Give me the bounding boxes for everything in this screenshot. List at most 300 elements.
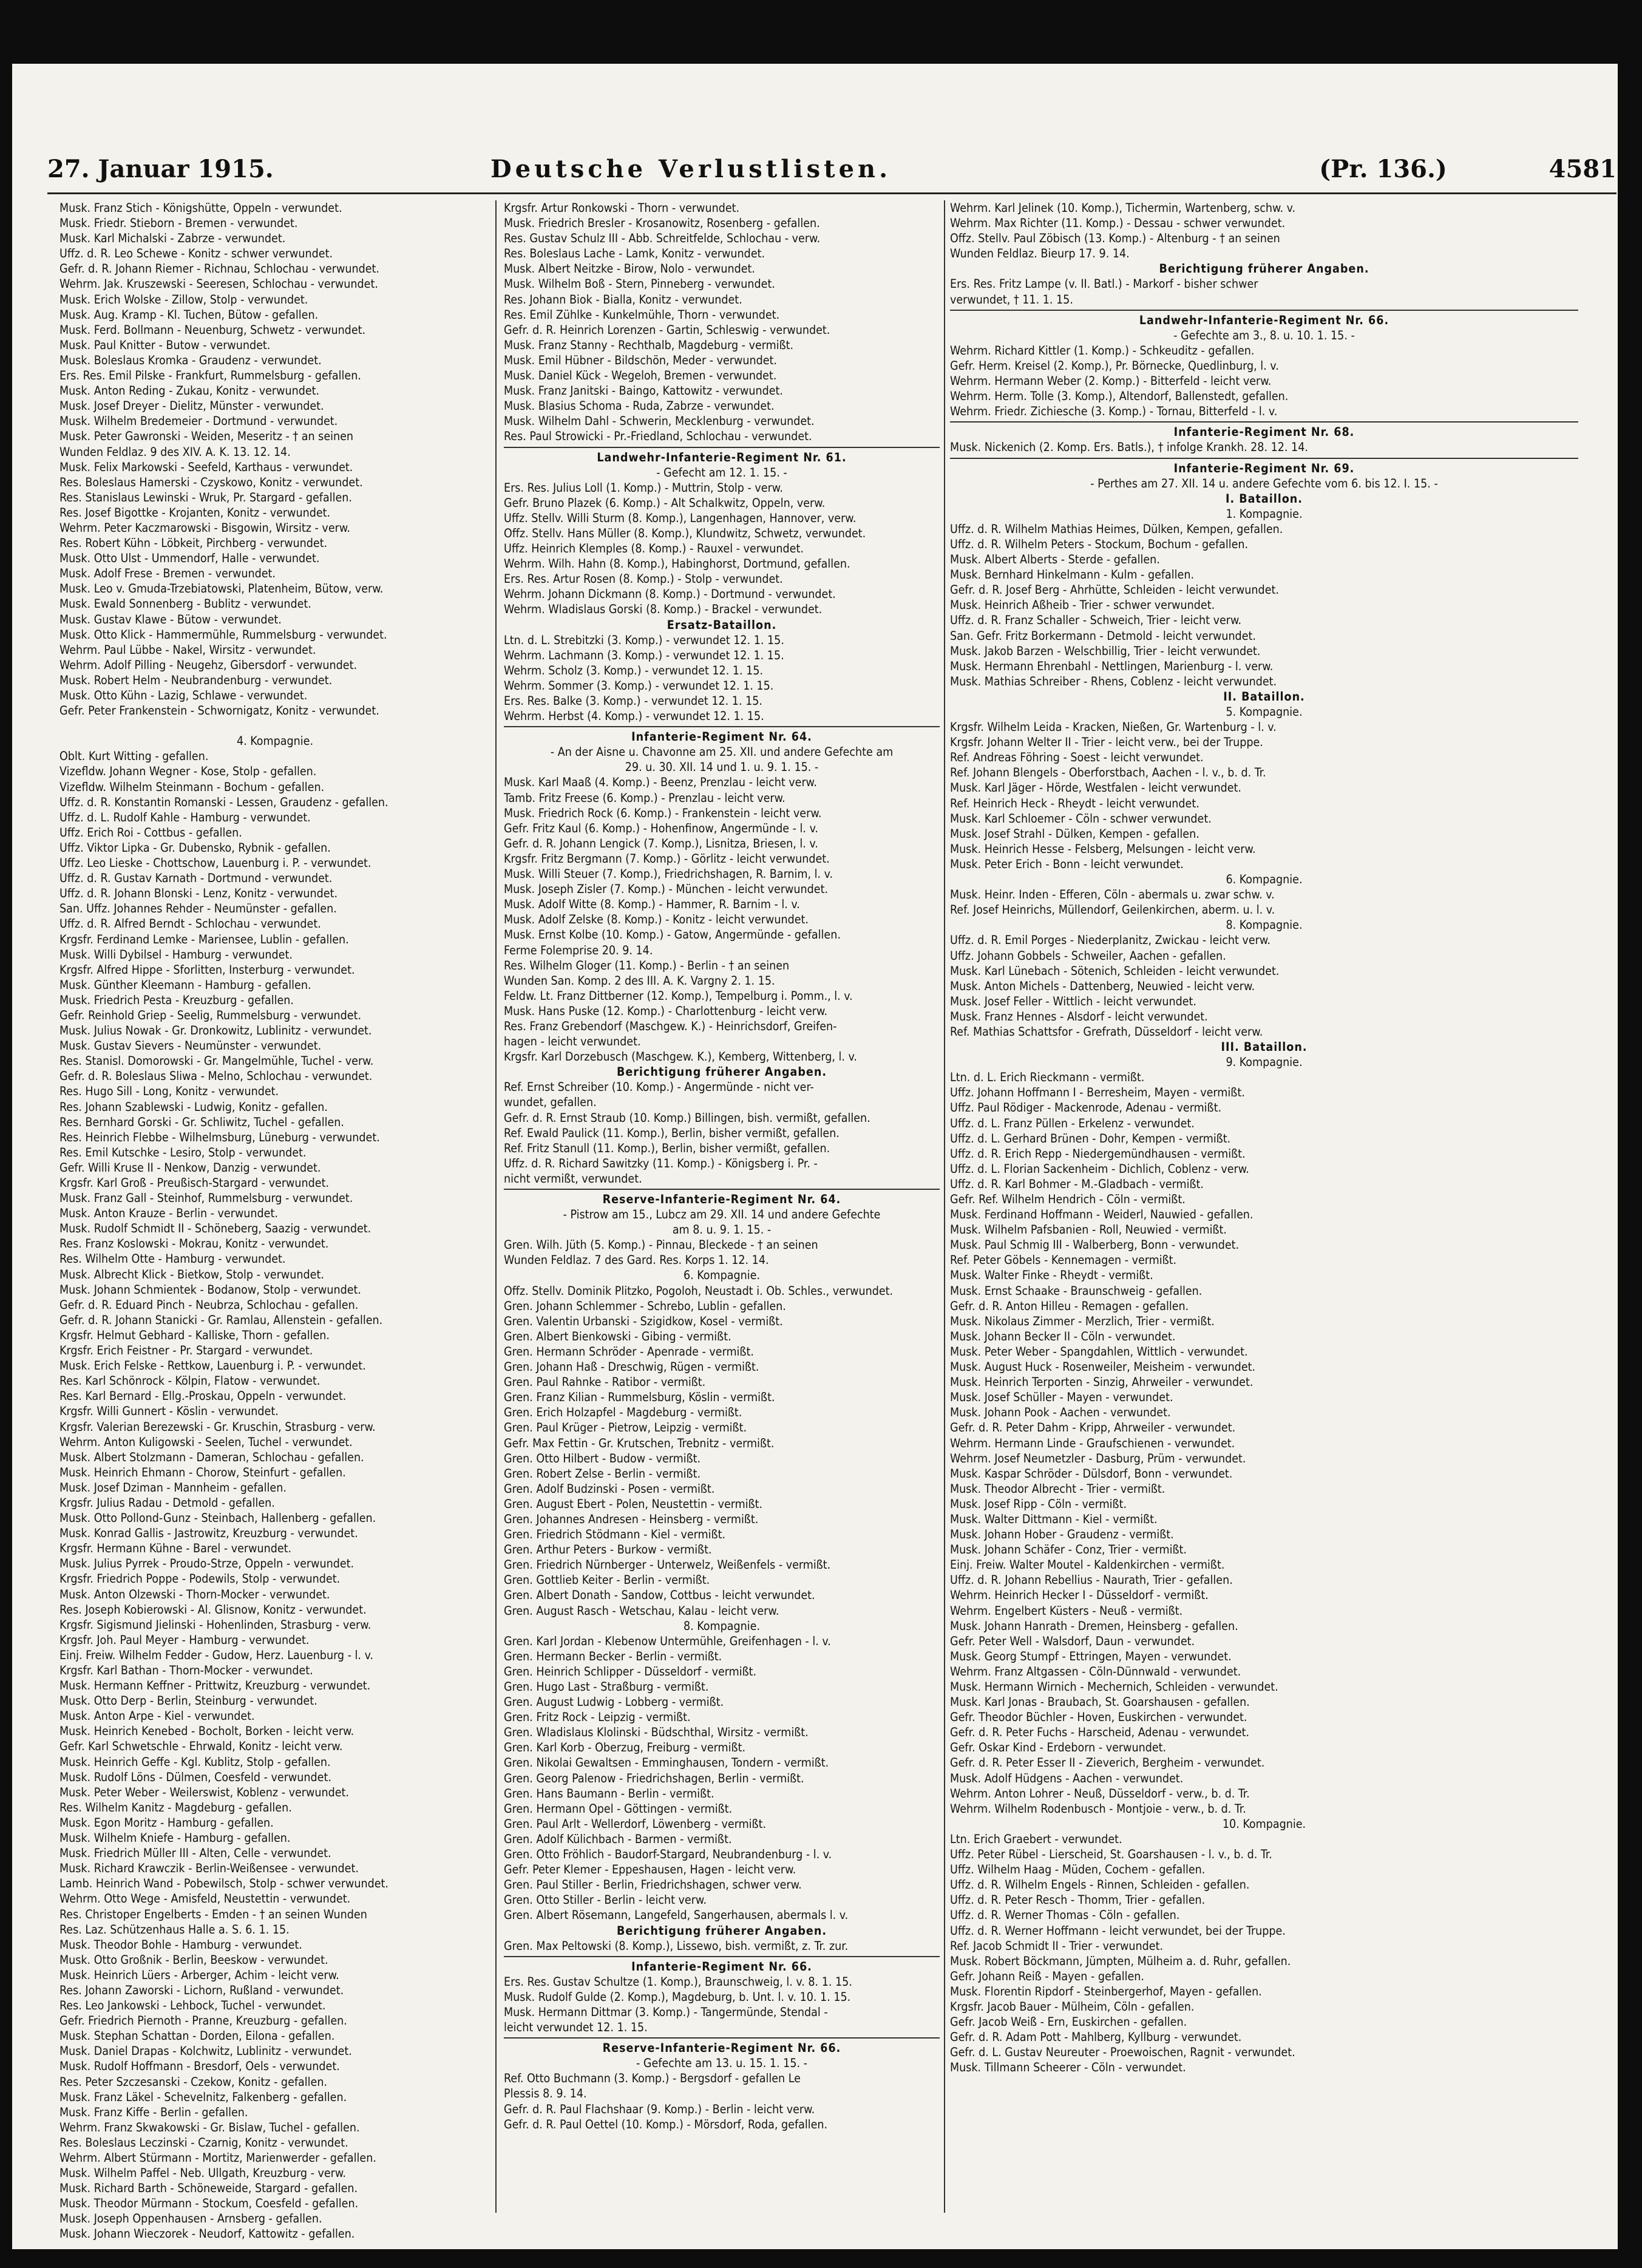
casualty-entry: Musk. Walter Dittmann - Kiel - vermißt. [950,1512,1158,1526]
casualty-entry: Musk. Theodor Mürmann - Stockum, Coesfeld - gefallen. [59,2196,359,2211]
casualty-entry: Gren. Hermann Schröder - Apenrade - vermißt. [504,1344,754,1359]
casualty-entry: Musk. Albert Neitzke - Birow, Nolo - verwundet. [504,262,755,276]
casualty-entry: Krgsfr. Joh. Paul Meyer - Hamburg - verwundet. [59,1632,310,1647]
casualty-entry: Krgsfr. Alfred Hippe - Sforlitten, Insterburg - verwundet. [59,962,355,977]
casualty-entry: Gefr. Peter Frankenstein - Schwornigatz, Konitz - verwundet. [59,704,379,718]
casualty-entry: Wehrm. Lachmann (3. Komp.) - verwundet 12. 1. 15. [504,648,784,662]
casualty-entry: Gren. August Ludwig - Lobberg - vermißt. [504,1695,724,1709]
casualty-entry: Musk. Wilhelm Kniefe - Hamburg - gefallen. [59,1831,291,1845]
casualty-entry: Musk. Hans Puske (12. Komp.) - Charlottenburg - leicht verw. [504,1003,828,1018]
casualty-entry: Musk. Peter Weber - Weilerswist, Koblenz - verwundet. [59,1785,349,1799]
casualty-entry: Res. Leo Jankowski - Lehbock, Tuchel - verwundet. [59,1998,326,2013]
casualty-entry: Offz. Stellv. Hans Müller (8. Komp.), Klundwitz, Schwetz, verwundet. [504,526,866,540]
casualty-entry: Wehrm. Herbst (4. Komp.) - verwundet 12. 1. 15. [504,709,764,724]
subheading: 6. Kompagnie. [1226,872,1303,887]
casualty-entry: Musk. Johann Becker II - Cöln - verwundet. [950,1329,1176,1343]
casualty-entry: Musk. Anton Reding - Zukau, Konitz - verwundet. [59,384,320,398]
casualty-entry: Res. Karl Schönrock - Kölpin, Flatow - verwundet. [59,1374,321,1388]
casualty-entry: Krgsfr. Artur Ronkowski - Thorn - verwundet. [504,201,740,215]
casualty-entry: Musk. Heinrich Geffe - Kgl. Kublitz, Stolp - gefallen. [59,1754,331,1769]
casualty-entry: Res. Franz Koslowski - Mokrau, Konitz - verwundet. [59,1237,329,1251]
casualty-entry: Musk. Wilhelm Paffel - Neb. Ullgath, Kreuzburg - verw. [59,2166,346,2181]
newspaper-page [12,64,1618,2249]
casualty-entry: Musk. Gustav Klawe - Bütow - verwundet. [59,612,282,626]
header-page-number: 4581 [1549,155,1617,183]
casualty-entry: Musk. Ferd. Bollmann - Neuenburg, Schwetz - verwundet. [59,322,366,337]
casualty-entry: Uffz. d. R. Leo Schewe - Konitz - schwer verwundet. [59,246,333,261]
casualty-entry: Wehrm. Hermann Linde - Graufschienen - verwundet. [950,1436,1235,1450]
section-heading: Infanterie-Regiment Nr. 69. [1173,461,1355,475]
casualty-entry: Musk. Julius Pyrrek - Proudo-Strze, Oppeln - verwundet. [59,1557,355,1571]
casualty-entry: Uffz. d. R. Karl Bohmer - M.-Gladbach - vermißt. [950,1176,1204,1191]
casualty-entry: Uffz. d. L. Rudolf Kahle - Hamburg - verwundet. [59,810,311,824]
casualty-entry: Musk. Johann Schmientek - Bodanow, Stolp - verwundet. [59,1282,361,1297]
casualty-entry: Ref. Ewald Paulick (11. Komp.), Berlin, bisher vermißt, gefallen. [504,1126,840,1140]
casualty-entry: Gren. Albert Rösemann, Langefeld, Sangerhausen, abermals l. v. [504,1908,849,1923]
casualty-entry: Gren. Otto Hilbert - Budow - vermißt. [504,1451,701,1465]
casualty-entry: Wunden Feldlaz. 9 des XIV. A. K. 13. 12. 14. [59,444,291,459]
casualty-entry: Wehrm. Richard Kittler (1. Komp.) - Schkeuditz - gefallen. [950,343,1255,358]
page-header [47,155,1617,191]
casualty-entry: Gefr. Reinhold Griep - Seelig, Rummelsburg - verwundet. [59,1008,362,1022]
casualty-entry: Musk. Julius Nowak - Gr. Dronkowitz, Lublinitz - verwundet. [59,1024,372,1038]
casualty-entry: Musk. Boleslaus Kromka - Graudenz - verwundet. [59,353,322,367]
casualty-entry: Musk. Emil Hübner - Bildschön, Meder - verwundet. [504,353,777,367]
casualty-entry: Gefr. Fritz Kaul (6. Komp.) - Hohenfinow, Angermünde - l. v. [504,821,819,835]
casualty-entry: Oblt. Kurt Witting - gefallen. [59,749,209,764]
casualty-entry: Uffz. d. R. Franz Schaller - Schweich, Trier - leicht verw. [950,613,1242,628]
casualty-entry: Res. Boleslaus Leczinski - Czarnig, Konitz - verwundet. [59,2135,348,2150]
casualty-entry: Musk. Bernhard Hinkelmann - Kulm - gefallen. [950,568,1195,582]
casualty-entry: Musk. Hermann Ehrenbahl - Nettlingen, Marienburg - l. verw. [950,659,1274,673]
casualty-entry: Musk. Anton Olzewski - Thorn-Mocker - verwundet. [59,1587,330,1601]
casualty-entry: Musk. Joseph Oppenhausen - Arnsberg - gefallen. [59,2212,322,2226]
casualty-entry: Krgsfr. Julius Radau - Detmold - gefallen. [59,1495,275,1510]
casualty-entry: Res. Emil Kutschke - Lesiro, Stolp - verwundet. [59,1145,307,1159]
casualty-entry: Wehrm. Engelbert Küsters - Neuß - vermißt. [950,1603,1183,1618]
casualty-entry: Gren. Heinrich Schlipper - Düsseldorf - vermißt. [504,1664,757,1679]
casualty-entry: Ltn. d. L. Strebitzki (3. Komp.) - verwundet 12. 1. 15. [504,633,784,647]
column-3 [950,200,1578,2213]
casualty-entry: Musk. Aug. Kramp - Kl. Tuchen, Bütow - gefallen. [59,307,319,322]
subheading: 4. Kompagnie. [236,734,314,749]
casualty-entry: Ltn. d. L. Erich Rieckmann - vermißt. [950,1070,1145,1085]
casualty-entry: Res. Josef Bigottke - Krojanten, Konitz - verwundet. [59,505,331,520]
casualty-entry: Gren. Hans Baumann - Berlin - vermißt. [504,1786,714,1801]
section-heading: Reserve-Infanterie-Regiment Nr. 64. [602,1192,841,1206]
casualty-entry: Musk. Ernst Schaake - Braunschweig - gefallen. [950,1283,1203,1298]
casualty-entry: Ref. Johann Blengels - Oberforstbach, Aachen - l. v., b. d. Tr. [950,766,1266,780]
casualty-entry: Ref. Otto Buchmann (3. Komp.) - Bergsdorf - gefallen Le [504,2071,801,2086]
casualty-entry: Musk. Otto Derp - Berlin, Steinburg - verwundet. [59,1694,317,1708]
casualty-entry: Musk. Wilhelm Pafsbanien - Roll, Neuwied - vermißt. [950,1223,1227,1237]
casualty-entry: Gefr. d. R. Paul Oettel (10. Komp.) - Mörsdorf, Roda, gefallen. [504,2117,828,2131]
casualty-entry: Wehrm. Karl Jelinek (10. Komp.), Tichermin, Wartenberg, schw. v. [950,201,1296,215]
casualty-entry: Gren. Johannes Andresen - Heinsberg - vermißt. [504,1512,759,1526]
column-2 [504,200,940,2213]
casualty-entry: Musk. Daniel Drapas - Kolchwitz, Lublinitz - verwundet. [59,2044,352,2059]
casualty-entry: Musk. Robert Helm - Neubrandenburg - verwundet. [59,673,333,687]
casualty-entry: Res. Boleslaus Lache - Lamk, Konitz - verwundet. [504,246,765,261]
casualty-entry: Musk. Josef Strahl - Dülken, Kempen - gefallen. [950,826,1199,841]
casualty-entry: Musk. Paul Knitter - Butow - verwundet. [59,338,271,352]
casualty-entry: Gefr. d. R. Peter Dahm - Kripp, Ahrweiler - verwundet. [950,1421,1236,1435]
casualty-entry [59,718,490,733]
casualty-entry: Gefr. d. R. Peter Esser II - Zieverich, Bergheim - verwundet. [950,1756,1265,1770]
casualty-entry: Krgsfr. Karl Bathan - Thorn-Mocker - verwundet. [59,1663,313,1677]
casualty-entry: Gren. Gottlieb Keiter - Berlin - vermißt. [504,1573,710,1587]
casualty-entry: Gren. Hermann Becker - Berlin - vermißt. [504,1649,722,1663]
casualty-entry: Musk. Willi Steuer (7. Komp.), Friedrichshagen, R. Barnim, l. v. [504,867,833,881]
casualty-entry: Gefr. Friedrich Piernoth - Pranne, Kreuzburg - gefallen. [59,2014,347,2028]
casualty-entry: Musk. Heinrich Kenebed - Bocholt, Borken - leicht verw. [59,1724,355,1739]
casualty-entry: Gren. Max Peltowski (8. Komp.), Lissewo, bish. vermißt, z. Tr. zur. [504,1938,849,1953]
casualty-entry: Wehrm. Max Richter (11. Komp.) - Dessau - schwer verwundet. [950,216,1286,231]
casualty-entry: Uffz. d. R. Werner Thomas - Cöln - gefallen. [950,1908,1180,1923]
casualty-entry: Krgsfr. Willi Gunnert - Köslin - verwundet. [59,1404,279,1419]
casualty-entry: Gren. Karl Korb - Oberzug, Freiburg - vermißt. [504,1740,746,1755]
casualty-entry: Gren. Arthur Peters - Burkow - vermißt. [504,1543,712,1557]
casualty-entry: Musk. Stephan Schattan - Dorden, Eilona - gefallen. [59,2029,335,2043]
casualty-entry: Musk. Heinrich Aßheib - Trier - schwer verwundet. [950,598,1215,613]
casualty-entry: Musk. Paul Schmig III - Walberberg, Bonn - verwundet. [950,1238,1240,1252]
casualty-entry: Musk. Albert Stolzmann - Dameran, Schlochau - gefallen. [59,1450,364,1464]
casualty-entry: Musk. Anton Michels - Dattenberg, Neuwied - leicht verw. [950,979,1255,993]
casualty-entry: Musk. Karl Michalski - Zabrze - verwundet. [59,231,286,246]
subheading: 5. Kompagnie. [1226,705,1303,719]
casualty-entry: Uffz. Heinrich Klemples (8. Komp.) - Rauxel - verwundet. [504,542,804,556]
casualty-entry: Musk. Joseph Zisler (7. Komp.) - München - leicht verwundet. [504,882,829,897]
casualty-entry: Krgsfr. Valerian Berezewski - Gr. Kruschin, Strasburg - verw. [59,1419,376,1434]
casualty-entry: Musk. Albrecht Klick - Bietkow, Stolp - verwundet. [59,1267,324,1282]
subheading: 29. u. 30. XII. 14 und 1. u. 9. 1. 15. - [625,760,819,775]
casualty-entry: Musk. Blasius Schoma - Ruda, Zabrze - verwundet. [504,399,775,413]
casualty-entry: Res. Gustav Schulz III - Abb. Schreitfelde, Schlochau - verw. [504,231,821,246]
casualty-entry: Musk. Hermann Dittmar (3. Komp.) - Tangermünde, Stendal - [504,2005,828,2019]
casualty-entry: Musk. Franz Janitski - Baingo, Kattowitz - verwundet. [504,384,783,398]
casualty-entry: Gefr. d. R. Heinrich Lorenzen - Gartin, Schleswig - verwundet. [504,322,830,337]
casualty-entry: Ref. Heinrich Heck - Rheydt - leicht verwundet. [950,796,1199,810]
casualty-entry: Gefr. d. R. Paul Flachshaar (9. Komp.) - Berlin - leicht verw. [504,2102,815,2116]
casualty-entry: Res. Bernhard Gorski - Gr. Schliwitz, Tuchel - gefallen. [59,1115,344,1129]
casualty-entry: Krgsfr. Johann Welter II - Trier - leicht verw., bei der Truppe. [950,735,1263,750]
casualty-entry: Musk. Rudolf Schmidt II - Schöneberg, Saazig - verwundet. [59,1221,371,1236]
casualty-entry: Musk. Leo v. Gmuda-Trzebiatowski, Platenheim, Bütow, verw. [59,582,384,596]
casualty-entry: Musk. Anton Arpe - Kiel - verwundet. [59,1709,255,1723]
section-heading: Landwehr-Infanterie-Regiment Nr. 61. [597,450,847,464]
casualty-entry: Krgsfr. Jacob Bauer - Mülheim, Cöln - gefallen. [950,1999,1195,2014]
casualty-entry: Res. Wilhelm Otte - Hamburg - verwundet. [59,1252,286,1266]
casualty-entry: Musk. Rudolf Hoffmann - Bresdorf, Oels - verwundet. [59,2059,340,2074]
casualty-entry: Musk. Adolf Zelske (8. Komp.) - Konitz - leicht verwundet. [504,912,809,927]
casualty-entry: Gren. Friedrich Stödmann - Kiel - vermißt. [504,1527,726,1542]
casualty-entry: Ref. Jacob Schmidt II - Trier - verwundet. [950,1938,1164,1953]
casualty-entry: Gefr. Peter Well - Walsdorf, Daun - verwundet. [950,1634,1195,1648]
casualty-entry: Res. Boleslaus Hamerski - Czyskowo, Konitz - verwundet. [59,475,363,489]
casualty-entry: Vizefldw. Wilhelm Steinmann - Bochum - gefallen. [59,779,325,794]
column-divider-1 [495,200,497,2213]
casualty-entry: Uffz. d. L. Florian Sackenheim - Dichlich, Coblenz - verw. [950,1161,1249,1176]
casualty-entry: Gren. Paul Rahnke - Ratibor - vermißt. [504,1375,706,1390]
casualty-entry: Wehrm. Scholz (3. Komp.) - verwundet 12. 1. 15. [504,663,764,677]
casualty-entry: Musk. Nikolaus Zimmer - Merzlich, Trier - vermißt. [950,1314,1215,1328]
casualty-entry: Ers. Res. Gustav Schultze (1. Komp.), Braunschweig, l. v. 8. 1. 15. [504,1974,852,1989]
casualty-entry: Wehrm. Franz Skwakowski - Gr. Bislaw, Tuchel - gefallen. [59,2120,360,2134]
casualty-entry: Krgsfr. Karl Groß - Preußisch-Stargard - verwundet. [59,1176,330,1190]
casualty-entry: Offz. Stellv. Paul Zöbisch (13. Komp.) - Altenburg - † an seinen [950,231,1280,246]
section-heading: II. Bataillon. [1223,689,1305,704]
casualty-entry: Musk. Josef Feller - Wittlich - leicht verwundet. [950,994,1196,1008]
casualty-entry: Gren. Albert Bienkowski - Gibing - vermißt. [504,1329,731,1343]
casualty-entry: Gren. Johann Haß - Dreschwig, Rügen - vermißt. [504,1360,759,1374]
casualty-entry: Musk. Tillmann Scheerer - Cöln - verwundet. [950,2060,1186,2075]
casualty-entry: Musk. Johann Pook - Aachen - verwundet. [950,1405,1171,1420]
casualty-entry: Gefr. d. R. Johann Lengick (7. Komp.), Lisnitza, Briesen, l. v. [504,836,818,850]
casualty-entry: Einj. Freiw. Wilhelm Fedder - Gudow, Herz. Lauenburg - l. v. [59,1648,373,1662]
casualty-entry: Gefr. Max Fettin - Gr. Krutschen, Trebnitz - vermißt. [504,1436,775,1450]
casualty-entry: Res. Peter Szczesanski - Czekow, Konitz - gefallen. [59,2074,328,2089]
subheading: 8. Kompagnie. [683,1618,761,1633]
subheading: 6. Kompagnie. [683,1268,761,1283]
casualty-entry: Gren. Wilh. Jüth (5. Komp.) - Pinnau, Bleckede - † an seinen [504,1238,818,1252]
casualty-entry: Musk. Peter Gawronski - Weiden, Meseritz - † an seinen [59,429,354,444]
casualty-entry: Vizefldw. Johann Wegner - Kose, Stolp - gefallen. [59,764,317,779]
casualty-entry: Musk. Franz Stich - Königshütte, Oppeln - verwundet. [59,201,342,215]
casualty-entry: Wehrm. Hermann Weber (2. Komp.) - Bitterfeld - leicht verw. [950,374,1272,389]
casualty-entry: Musk. Erich Wolske - Zillow, Stolp - verwundet. [59,292,308,307]
casualty-entry: Krgsfr. Sigismund Jielinski - Hohenlinden, Strasburg - verw. [59,1617,371,1632]
casualty-entry: Gren. August Ebert - Polen, Neustettin - vermißt. [504,1496,763,1511]
casualty-entry: Res. Karl Bernard - Ellg.-Proskau, Oppeln - verwundet. [59,1389,347,1404]
casualty-entry: Musk. Franz Hennes - Alsdorf - leicht verwundet. [950,1009,1208,1024]
casualty-entry: Uffz. d. R. Richard Sawitzky (11. Komp.) - Königsberg i. Pr. - [504,1156,818,1170]
casualty-entry: Musk. Günther Kleemann - Hamburg - gefallen. [59,977,311,992]
casualty-entry: Ref. Mathias Schattsfor - Grefrath, Düsseldorf - leicht verw. [950,1024,1263,1039]
casualty-entry: Krgsfr. Karl Dorzebusch (Maschgew. K.), Kemberg, Wittenberg, l. v. [504,1050,857,1064]
casualty-entry: Lamb. Heinrich Wand - Pobewilsch, Stolp - schwer verwundet. [59,1876,389,1891]
casualty-entry: Krgsfr. Ferdinand Lemke - Mariensee, Lublin - gefallen. [59,932,349,946]
casualty-entry: Uffz. d. R. Wilhelm Engels - Rinnen, Schleiden - gefallen. [950,1878,1250,1892]
casualty-entry: Res. Emil Zühlke - Kunkelmühle, Thorn - verwundet. [504,307,780,322]
casualty-entry: Musk. Friedr. Stieborn - Bremen - verwundet. [59,216,298,231]
subheading: 1. Kompagnie. [1226,506,1303,521]
casualty-entry: Musk. Peter Erich - Bonn - leicht verwundet. [950,857,1184,871]
casualty-entry: Uffz. d. R. Peter Resch - Thomm, Trier - gefallen. [950,1893,1206,1907]
casualty-entry: Musk. Heinrich Ehmann - Chorow, Steinfurt - gefallen. [59,1465,346,1479]
section-heading: I. Bataillon. [1226,491,1303,506]
section-rule [950,310,1578,311]
casualty-entry: Musk. Willi Dybilsel - Hamburg - verwundet. [59,947,293,962]
casualty-entry: Uffz. d. R. Johann Rebellius - Naurath, Trier - gefallen. [950,1573,1233,1587]
subheading: - Gefechte am 3., 8. u. 10. 1. 15. - [1173,328,1355,342]
casualty-entry: Ferme Folemprise 20. 9. 14. [504,943,653,957]
casualty-entry: Gefr. d. R. Eduard Pinch - Neubrza, Schlochau - gefallen. [59,1297,359,1312]
casualty-entry: Musk. Daniel Kück - Wegeloh, Bremen - verwundet. [504,368,777,383]
casualty-entry: Gren. Hugo Last - Straßburg - vermißt. [504,1680,709,1694]
casualty-entry: Musk. Gustav Sievers - Neumünster - verwundet. [59,1039,322,1053]
casualty-entry: Gren. Valentin Urbanski - Szigidkow, Kosel - vermißt. [504,1314,783,1328]
casualty-entry: Gefr. Karl Schwetschle - Ehrwald, Konitz - leicht verw. [59,1739,343,1754]
section-heading: Berichtigung früherer Angaben. [1159,262,1369,276]
casualty-entry: Musk. Ewald Sonnenberg - Bublitz - verwundet. [59,597,311,611]
casualty-entry: Wunden San. Komp. 2 des III. A. K. Vargny 2. 1. 15. [504,973,775,988]
casualty-entry: Uffz. Peter Rübel - Lierscheid, St. Goarshausen - l. v., b. d. Tr. [950,1847,1272,1862]
casualty-entry: Gren. Robert Zelse - Berlin - vermißt. [504,1466,701,1481]
casualty-entry: Musk. Anton Krauze - Berlin - verwundet. [59,1206,278,1221]
casualty-entry: Wehrm. Franz Altgassen - Cöln-Dünnwald - verwundet. [950,1664,1241,1679]
casualty-entry: Gefr. Bruno Plazek (6. Komp.) - Alt Schalkwitz, Oppeln, verw. [504,495,826,510]
header-date: 27. Januar 1915. [47,155,274,183]
casualty-entry: Uffz. Erich Roi - Cottbus - gefallen. [59,825,242,840]
casualty-entry: Musk. Friedrich Pesta - Kreuzburg - gefallen. [59,993,294,1007]
section-heading: Berichtigung früherer Angaben. [617,1065,827,1079]
casualty-entry: Wehrm. Johann Dickmann (8. Komp.) - Dortmund - verwundet. [504,587,836,602]
casualty-entry: Gefr. Jacob Weiß - Ern, Euskirchen - gefallen. [950,2015,1187,2029]
casualty-entry: Gren. Paul Stiller - Berlin, Friedrichshagen, schwer verw. [504,1878,802,1892]
casualty-entry: Wehrm. Anton Kuligowski - Seelen, Tuchel - verwundet. [59,1434,353,1449]
casualty-entry: Gefr. Johann Reiß - Mayen - gefallen. [950,1969,1144,1983]
section-rule [950,421,1578,423]
casualty-entry: Gren. Adolf Külichbach - Barmen - vermißt. [504,1832,732,1846]
casualty-entry: Gren. Otto Stiller - Berlin - leicht verw. [504,1893,707,1907]
casualty-entry: Musk. Karl Jäger - Hörde, Westfalen - leicht verwundet. [950,781,1241,795]
casualty-entry: Musk. Friedrich Bresler - Krosanowitz, Rosenberg - gefallen. [504,216,820,231]
casualty-entry: Musk. Peter Weber - Spangdahlen, Wittlich - verwundet. [950,1344,1248,1359]
casualty-entry: Gren. Georg Palenow - Friedrichshagen, Berlin - vermißt. [504,1771,804,1785]
casualty-entry: Gefr. Willi Kruse II - Nenkow, Danzig - verwundet. [59,1160,321,1175]
casualty-entry: Musk. Wilhelm Boß - Stern, Pinneberg - verwundet. [504,277,775,291]
casualty-entry: Res. Johann Zaworski - Lichorn, Rußland - verwundet. [59,1983,344,1997]
casualty-entry: Wehrm. Paul Lübbe - Nakel, Wirsitz - verwundet. [59,642,316,657]
casualty-entry: Krgsfr. Fritz Bergmann (7. Komp.) - Görlitz - leicht verwundet. [504,851,830,866]
section-rule [504,726,940,727]
casualty-entry: Krgsfr. Wilhelm Leida - Kracken, Nießen, Gr. Wartenburg - l. v. [950,720,1277,735]
casualty-entry: Musk. Josef Schüller - Mayen - verwundet. [950,1390,1173,1405]
casualty-entry: Uffz. Stellv. Willi Sturm (8. Komp.), Langenhagen, Hannover, verw. [504,511,857,525]
casualty-entry: Ers. Res. Fritz Lampe (v. II. Batl.) - Markorf - bisher schwer [950,277,1258,291]
header-issue: (Pr. 136.) [1319,155,1447,183]
casualty-entry: Musk. Felix Markowski - Seefeld, Karthaus - verwundet. [59,460,353,474]
casualty-entry: Gefr. d. L. Gustav Neureuter - Proewoischen, Ragnit - verwundet. [950,2045,1295,2060]
casualty-entry: Musk. Rudolf Gulde (2. Komp.), Magdeburg, b. Unt. l. v. 10. 1. 15. [504,1989,851,2004]
casualty-entry: Musk. Albert Alberts - Sterde - gefallen. [950,552,1160,567]
casualty-entry: Uffz. d. R. Werner Hoffmann - leicht verwundet, bei der Truppe. [950,1923,1286,1938]
casualty-entry: Gefr. d. R. Anton Hilleu - Remagen - gefallen. [950,1299,1189,1313]
casualty-entry: Wehrm. Wilhelm Rodenbusch - Montjoie - verw., b. d. Tr. [950,1801,1246,1816]
casualty-entry: Musk. Franz Läkel - Schevelnitz, Falkenberg - gefallen. [59,2090,347,2104]
section-rule [504,447,940,448]
casualty-entry: Ltn. Erich Graebert - verwundet. [950,1832,1122,1846]
casualty-entry: Musk. Hermann Keffner - Prittwitz, Kreuzburg - verwundet. [59,1679,371,1693]
casualty-entry: Musk. Hermann Wirnich - Mechernich, Schleiden - verwundet. [950,1680,1278,1694]
casualty-entry: Uffz. Wilhelm Haag - Müden, Cochem - gefallen. [950,1862,1206,1877]
subheading: - An der Aisne u. Chavonne am 25. XII. und andere Gefechte am [550,745,894,759]
casualty-entry: Musk. Konrad Gallis - Jastrowitz, Kreuzburg - verwundet. [59,1526,358,1541]
casualty-entry: Res. Franz Grebendorf (Maschgew. K.) - Heinrichsdorf, Greifen- [504,1019,837,1033]
casualty-entry: Uffz. d. L. Franz Püllen - Erkelenz - verwundet. [950,1116,1195,1130]
casualty-entry: Musk. Karl Maaß (4. Komp.) - Beenz, Prenzlau - leicht verw. [504,775,817,790]
column-divider-2 [944,200,945,2213]
casualty-entry: Musk. Johann Wieczorek - Neudorf, Kattowitz - gefallen. [59,2227,355,2241]
casualty-entry: verwundet, † 11. 1. 15. [950,292,1073,307]
casualty-entry: Wehrm. Heinrich Hecker I - Düsseldorf - vermißt. [950,1588,1209,1603]
casualty-entry: Gren. Nikolai Gewaltsen - Emminghausen, Tondern - vermißt. [504,1756,829,1770]
header-title: Deutsche Verlustlisten. [490,155,892,183]
casualty-entry: Musk. Heinrich Lüers - Arberger, Achim - leicht verw. [59,1968,339,1982]
casualty-entry: Ers. Res. Balke (3. Komp.) - verwundet 12. 1. 15. [504,694,762,708]
casualty-entry: Musk. Richard Barth - Schöneweide, Stargard - gefallen. [59,2181,358,2196]
casualty-entry: Wehrm. Albert Stürmann - Mortitz, Marienwerder - gefallen. [59,2151,376,2165]
casualty-entry: Musk. Erich Felske - Rettkow, Lauenburg i. P. - verwundet. [59,1359,366,1373]
casualty-entry: Krgsfr. Friedrich Poppe - Podewils, Stolp - verwundet. [59,1572,341,1586]
casualty-entry: Uffz. Johann Gobbels - Schweiler, Aachen - gefallen. [950,948,1226,963]
casualty-entry: Musk. Heinrich Terporten - Sinzig, Ahrweiler - verwundet. [950,1375,1254,1390]
casualty-entry: Musk. Johann Hober - Graudenz - vermißt. [950,1527,1174,1542]
casualty-entry: Tamb. Fritz Freese (6. Komp.) - Prenzlau - leicht verw. [504,790,785,805]
casualty-entry: Musk. Heinr. Inden - Efferen, Cöln - abermals u. zwar schw. v. [950,888,1275,902]
casualty-entry: Ref. Josef Heinrichs, Müllendorf, Geilenkirchen, aberm. u. l. v. [950,903,1275,917]
casualty-entry: wundet, gefallen. [504,1095,597,1110]
casualty-entry: Res. Hugo Sill - Long, Konitz - verwundet. [59,1084,279,1099]
casualty-entry: Gren. Johann Schlemmer - Schrebo, Lublin - gefallen. [504,1299,786,1313]
section-rule [504,1956,940,1957]
section-heading: Ersatz-Bataillon. [667,617,777,632]
section-rule [504,2037,940,2039]
section-heading: Infanterie-Regiment Nr. 66. [631,1959,812,1974]
casualty-entry: Uffz. d. R. Gustav Karnath - Dortmund - verwundet. [59,871,333,886]
section-heading: Infanterie-Regiment Nr. 64. [631,730,812,744]
casualty-entry: Musk. Kaspar Schröder - Dülsdorf, Bonn - verwundet. [950,1466,1233,1481]
subheading: - Gefecht am 12. 1. 15. - [656,465,787,480]
casualty-entry: Uffz. d. R. Alfred Berndt - Schlochau - verwundet. [59,917,321,931]
casualty-entry: Musk. Johann Hanrath - Dremen, Heinsberg - gefallen. [950,1618,1238,1633]
casualty-entry: Uffz. d. L. Gerhard Brünen - Dohr, Kempen - vermißt. [950,1131,1231,1146]
casualty-entry: Wehrm. Wilh. Hahn (8. Komp.), Habinghorst, Dortmund, gefallen. [504,557,850,571]
casualty-entry: Gren. Karl Jordan - Klebenow Untermühle, Greifenhagen - l. v. [504,1634,831,1648]
section-rule [950,458,1578,459]
casualty-entry: Gren. Paul Krüger - Pietrow, Leipzig - vermißt. [504,1421,747,1435]
casualty-entry: Res. Johann Szablewski - Ludwig, Konitz - gefallen. [59,1099,328,1114]
casualty-entry: Musk. August Huck - Rosenweiler, Meisheim - verwundet. [950,1360,1256,1374]
casualty-entry: Krgsfr. Erich Feistner - Pr. Stargard - verwundet. [59,1343,313,1358]
casualty-entry: Musk. Walter Finke - Rheydt - vermißt. [950,1268,1153,1283]
casualty-entry: Musk. Friedrich Müller III - Alten, Celle - verwundet. [59,1846,331,1861]
casualty-entry: Gren. Hermann Opel - Göttingen - vermißt. [504,1801,733,1816]
casualty-entry: Musk. Adolf Frese - Bremen - verwundet. [59,566,276,581]
casualty-entry: Gren. Otto Fröhlich - Baudorf-Stargard, Neubrandenburg - l. v. [504,1847,832,1862]
subheading: 10. Kompagnie. [1222,1816,1306,1831]
casualty-entry: Ref. Peter Göbels - Kennemagen - vermißt. [950,1253,1177,1268]
section-heading: III. Bataillon. [1221,1040,1308,1054]
casualty-entry: Musk. Otto Ulst - Ummendorf, Halle - verwundet. [59,551,320,566]
casualty-entry: Musk. Nickenich (2. Komp. Ers. Batls.), † infolge Krankh. 28. 12. 14. [950,440,1308,455]
casualty-entry: Wehrm. Otto Wege - Amisfeld, Neustettin - verwundet. [59,1892,351,1906]
casualty-entry: Uffz. Viktor Lipka - Gr. Dubensko, Rybnik - gefallen. [59,840,331,855]
casualty-entry: Uffz. d. R. Erich Repp - Niedergemündhausen - vermißt. [950,1146,1246,1161]
subheading: - Perthes am 27. XII. 14 u. andere Gefechte vom 6. bis 12. I. 15. - [1090,476,1438,491]
casualty-entry: Res. Christoper Engelberts - Emden - † an seinen Wunden [59,1907,367,1921]
casualty-entry: Musk. Franz Gall - Steinhof, Rummelsburg - verwundet. [59,1191,353,1206]
casualty-entry: Musk. Karl Schloemer - Cöln - schwer verwundet. [950,811,1212,826]
casualty-entry: Res. Wilhelm Kanitz - Magdeburg - gefallen. [59,1800,292,1815]
casualty-entry: Musk. Wilhelm Dahl - Schwerin, Mecklenburg - verwundet. [504,414,815,429]
casualty-entry: Ers. Res. Julius Loll (1. Komp.) - Muttrin, Stolp - verw. [504,480,783,495]
casualty-entry: Ers. Res. Emil Pilske - Frankfurt, Rummelsburg - gefallen. [59,368,361,383]
casualty-entry: Wehrm. Josef Neumetzler - Dasburg, Prüm - verwundet. [950,1451,1246,1465]
casualty-entry: Krgsfr. Hermann Kühne - Barel - verwundet. [59,1541,292,1556]
casualty-entry: Einj. Freiw. Walter Moutel - Kaldenkirchen - vermißt. [950,1558,1225,1572]
casualty-entry: Res. Robert Kühn - Löbkeit, Pirchberg - verwundet. [59,536,328,551]
